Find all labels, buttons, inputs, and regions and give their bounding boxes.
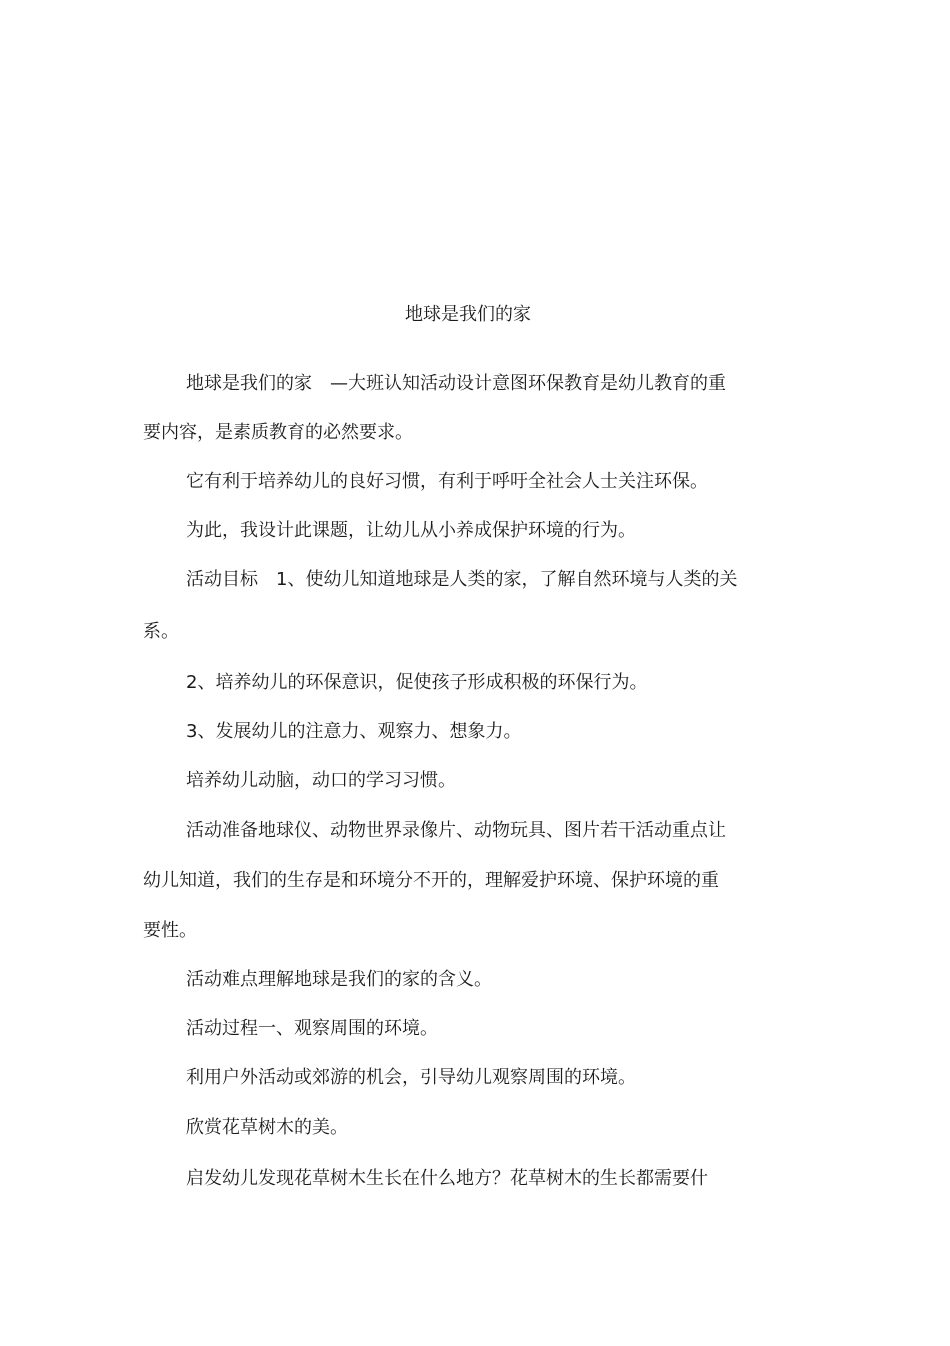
- paragraph-line: 2、培养幼儿的环保意识，促使孩子形成积极的环保行为。: [186, 672, 648, 693]
- paragraph-line: 利用户外活动或郊游的机会，引导幼儿观察周围的环境。: [186, 1067, 636, 1088]
- paragraph-line: 欣赏花草树木的美。: [186, 1117, 348, 1138]
- paragraph-line: 活动准备地球仪、动物世界录像片、动物玩具、图片若干活动重点让: [186, 820, 726, 841]
- paragraph-line: 启发幼儿发现花草树木生长在什么地方？花草树木的生长都需要什: [186, 1168, 708, 1189]
- paragraph-line: 幼儿知道，我们的生存是和环境分不开的，理解爱护环境、保护环境的重: [143, 870, 719, 891]
- paragraph-line: 活动目标 1、使幼儿知道地球是人类的家，了解自然环境与人类的关: [186, 569, 738, 590]
- paragraph-line: 为此，我设计此课题，让幼儿从小养成保护环境的行为。: [186, 520, 636, 541]
- paragraph-line: 要性。: [143, 920, 197, 941]
- paragraph-line: 3、发展幼儿的注意力、观察力、想象力。: [186, 721, 522, 742]
- paragraph-line: 活动难点理解地球是我们的家的含义。: [186, 969, 492, 990]
- paragraph-line: 地球是我们的家 —大班认知活动设计意图环保教育是幼儿教育的重: [186, 373, 726, 394]
- paragraph-line: 系。: [143, 621, 179, 642]
- paragraph-line: 它有利于培养幼儿的良好习惯，有利于呼吁全社会人士关注环保。: [186, 471, 708, 492]
- paragraph-line: 活动过程一、观察周围的环境。: [186, 1018, 438, 1039]
- paragraph-line: 要内容，是素质教育的必然要求。: [143, 422, 413, 443]
- paragraph-line: 培养幼儿动脑，动口的学习习惯。: [186, 770, 456, 791]
- document-title: 地球是我们的家: [405, 304, 531, 325]
